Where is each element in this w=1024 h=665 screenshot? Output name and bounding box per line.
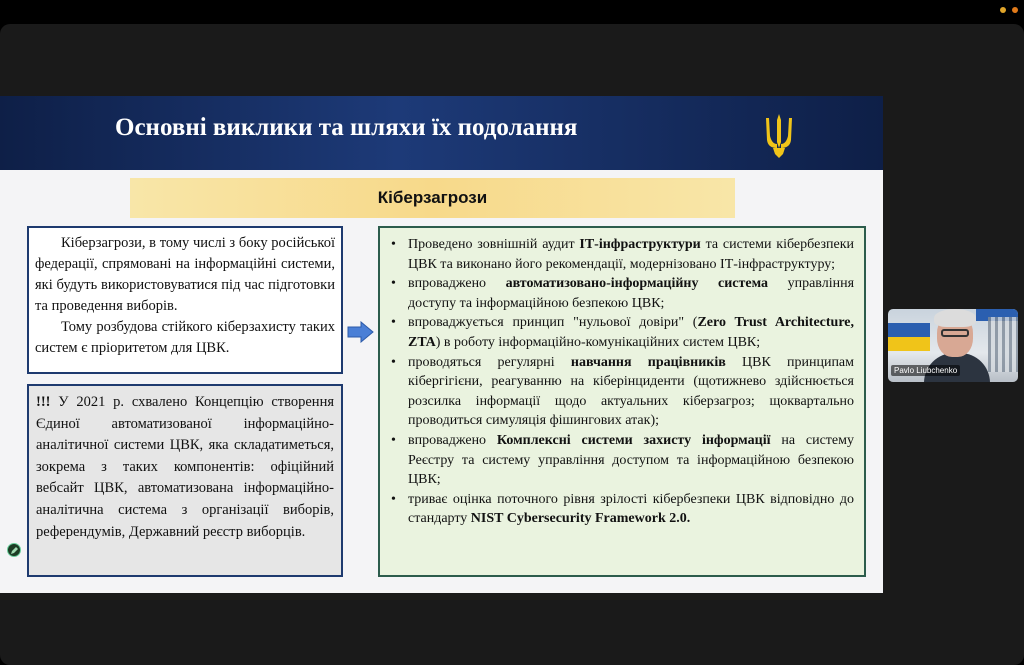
topic-banner: [130, 178, 735, 218]
background-blinds: [988, 317, 1018, 372]
measure-text: проводяться регулярні: [408, 354, 571, 370]
flag-blue-stripe: [888, 323, 930, 337]
concept-lead: !!!: [36, 394, 51, 410]
measure-text: триває оцінка поточного рівня зрілості кібербезпеки ЦВК відповідно до стандарту: [408, 491, 854, 527]
participant-video-tile[interactable]: [888, 309, 1018, 382]
measure-bold: Zero Trust Architecture, ZTA: [408, 315, 854, 350]
window-status-dot-2: [1012, 7, 1018, 13]
slide-title: Основні виклики та шляхи їх подолання: [115, 114, 578, 141]
concept-paragraph: [36, 392, 334, 543]
measures-list: [388, 235, 854, 529]
topic-banner-label: Кіберзагрози: [377, 188, 488, 207]
threats-paragraph: Кіберзагрози, в тому числі з боку російської федерації, спрямовані на інформаційні системи, які будуть використовуватися під час підготовки та проведення виборів.: [35, 235, 335, 314]
measure-text: Проведено зовнішній аудит: [408, 237, 580, 252]
window-status-dot-1: [1000, 7, 1006, 13]
measure-text: ЦВК принципам кібергігієни, реагуванню на кіберінциденти (щотижнево здійснюється розсилка інформації щодо актуальних кіберзагроз; щоквартально проводиться симуляція фішингових атак);: [408, 354, 855, 429]
measure-text: на систему Реєстру та систему управління доступом та інформаційною безпекою ЦВК;: [408, 432, 854, 488]
participant-glasses: [941, 329, 969, 337]
measure-text: та системи кібербезпеки ЦВК та виконано його рекомендації, модернізовано ІТ-інфраструктуру;: [408, 237, 854, 272]
concept-box: [27, 384, 343, 577]
measure-text: впроваджується принцип "нульової довіри" (: [408, 315, 698, 331]
measures-box: [378, 226, 866, 577]
annotate-pencil-icon[interactable]: [7, 543, 21, 557]
measure-bold: Комплексні системи захисту інформації: [496, 432, 771, 448]
measure-item: [388, 235, 854, 274]
measure-bold: навчання працівників: [570, 354, 726, 370]
participant-name: Pavlo Liubchenko: [891, 365, 960, 376]
measure-text: впроваджено: [408, 276, 506, 292]
measure-item: [388, 353, 854, 431]
slide-header: [0, 96, 883, 170]
measure-item: [388, 274, 854, 313]
measure-text: управління доступу та інформаційною безпекою ЦВК;: [408, 276, 855, 311]
measure-item: [388, 490, 854, 529]
participant-hair: [934, 309, 976, 327]
measure-text: впроваджено: [408, 432, 497, 448]
measure-bold: ІТ-інфраструктури: [579, 237, 701, 252]
right-arrow-icon: [347, 321, 374, 343]
flag-yellow-stripe: [888, 337, 930, 351]
measure-item: [388, 313, 854, 352]
measure-bold: автоматизовано-інформаційну система: [505, 276, 769, 292]
concept-text: У 2021 р. схвалено Концепцію створення Єдиної автоматизованої інформаційно-аналітичної системи ЦВК, яка складатиметься, зокрема з таких компонентів: офіційний вебсайт ЦВК, автоматизована інформаційно-аналітична система з організації виборів, референдумів, Державний реєстр виборців.: [36, 394, 334, 540]
threats-box: [27, 226, 343, 374]
priority-paragraph: Тому розбудова стійкого кіберзахисту таких систем є пріоритетом для ЦВК.: [35, 319, 335, 356]
shared-slide: [0, 96, 883, 593]
measure-text: ) в роботу інформаційно-комунікаційних систем ЦВК;: [435, 334, 761, 350]
measure-bold: NIST Cybersecurity Framework 2.0.: [470, 511, 691, 527]
measure-item: [388, 431, 854, 490]
trident-icon: [762, 112, 796, 158]
